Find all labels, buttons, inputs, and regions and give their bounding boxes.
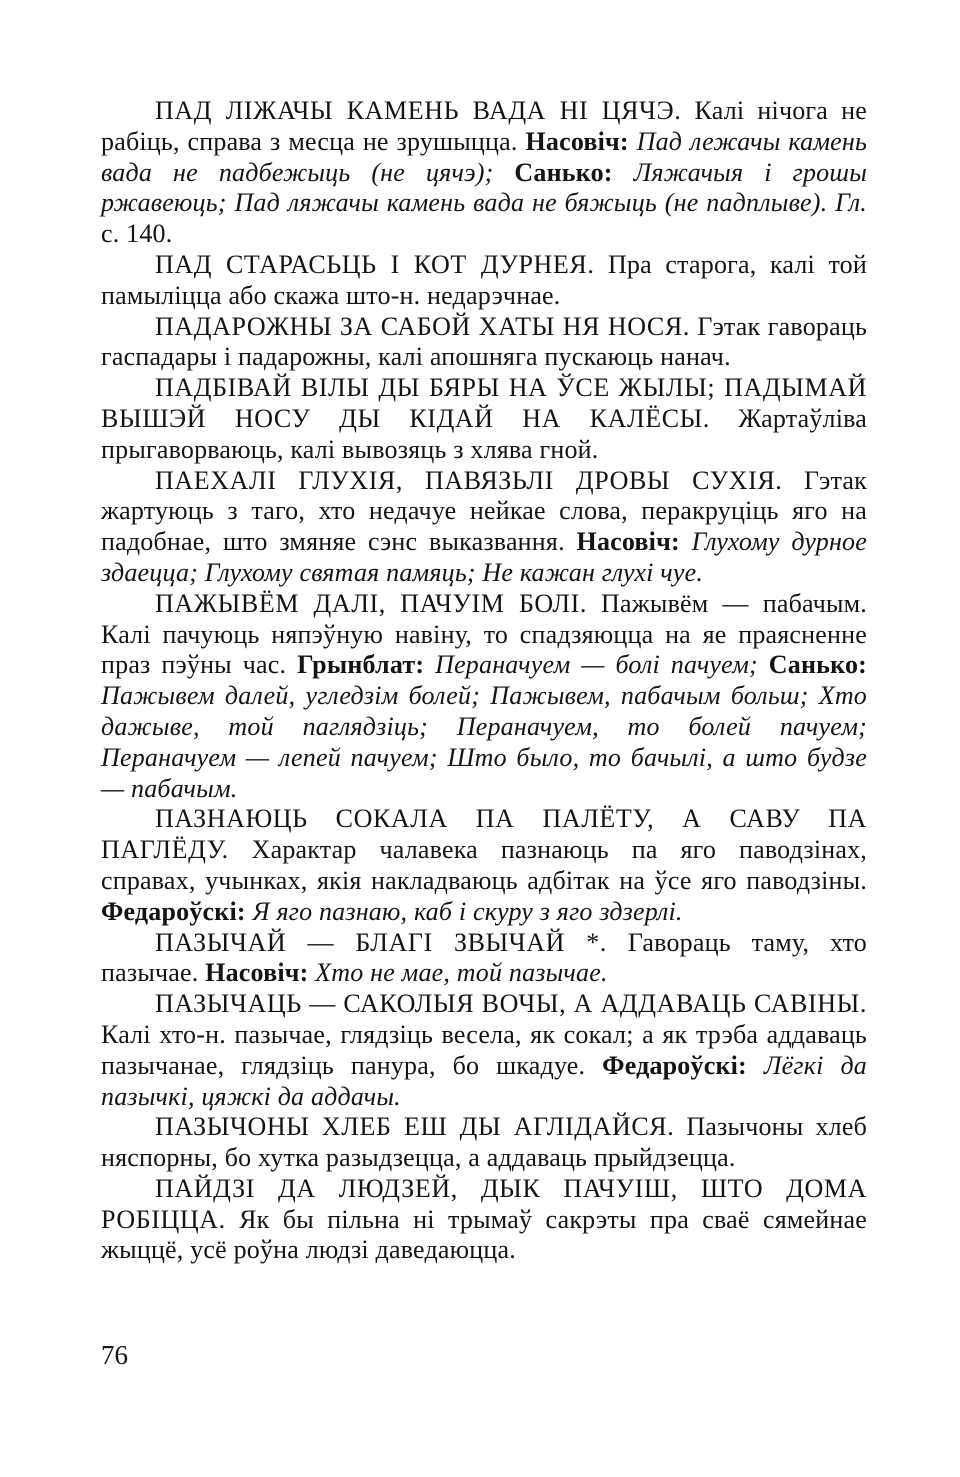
entry-text: с. 140.: [101, 219, 173, 249]
source-name: Насовіч:: [205, 958, 309, 988]
entry-text: Калі нічога не рабіць, справа з месца не зрушыцца.: [101, 96, 867, 156]
entry-text: Гэтак гавораць гаспадары і падарожны, калі апошняга пускаюць нанач.: [101, 311, 868, 372]
source-name: Федароўскі:: [101, 896, 246, 926]
entry-headword: ПАЙДЗІ ДА ЛЮДЗЕЙ, ДЫК ПАЧУІШ, ШТО ДОМА РОБІЦЦА.: [101, 1173, 867, 1234]
source-name: Грынблат:: [297, 650, 425, 680]
dictionary-entry: [101, 1112, 867, 1174]
quote-text: Ляжачыя і грошы ржавеюць; Пад ляжачы камень вада не бяжыць (не падплыве). Гл.: [101, 157, 867, 218]
entry-headword: ПАД ЛІЖАЧЫ КАМЕНЬ ВАДА НІ ЦЯЧЭ.: [155, 96, 682, 125]
entry-headword: ПАЖЫВЁМ ДАЛІ, ПАЧУІМ БОЛІ.: [155, 588, 587, 618]
entry-text: Гавораць таму, хто пазычае.: [101, 927, 867, 988]
source-name: Насовіч:: [576, 527, 680, 557]
entry-headword: ПАЗНАЮЦЬ СОКАЛА ПА ПАЛЁТУ, А САВУ ПА ПАГЛЁДУ.: [101, 804, 867, 865]
quote-text: Лёгкі да пазычкі, цяжкі да аддачы.: [101, 1050, 867, 1111]
entry-headword: ПАД СТАРАСЬЦЬ І КОТ ДУРНЕЯ.: [155, 249, 595, 279]
entry-text: Пра старога, калі той памыліцца або скажа што-н. недарэчнае.: [101, 249, 867, 310]
source-name: Санько:: [514, 157, 613, 187]
quote-text: Пераначуем — болі пачуем;: [424, 650, 769, 680]
entry-text: Калі хто-н. пазычае, глядзіць весела, як сокал; а як трэба аддаваць пазычанае, глядзіць панура, бо шкадуе.: [101, 1019, 867, 1080]
page-number: 76: [101, 1340, 128, 1370]
entry-text: Як бы пільна ні трымаў сакрэты пра сваё сямейнае жыццё, усё роўна людзі даведаюцца.: [101, 1204, 867, 1265]
dictionary-entry: [101, 1174, 867, 1266]
quote-text: Пад лежачы камень вада не падбежыць (не цячэ);: [101, 126, 867, 187]
dictionary-entry: [101, 466, 867, 589]
entry-headword: ПАЕХАЛІ ГЛУХІЯ, ПАВЯЗЬЛІ ДРОВЫ СУХІЯ.: [155, 465, 783, 495]
dictionary-entry: [101, 989, 867, 1112]
entry-headword: ПАЗЫЧАЙ — БЛАГІ ЗВЫЧАЙ *.: [155, 927, 607, 957]
dictionary-entry: [101, 373, 867, 465]
quote-text: Пажывем далей, угледзім болей; Пажывем, пабачым больш; Хто дажыве, той паглядзіць; Пераначуем, то болей пачуем; Пераначуем — лепей пачуем; Што было, то бачылі, а што будзе — пабачым.: [101, 681, 867, 803]
quote-text: Глухому дурное здаецца; Глухому святая памяць; Не кажан глухі чуе.: [101, 527, 867, 587]
entry-text: Характар чалавека пазнаюць па яго паводзінах, справах, учынках, якія накладваюць адбітак на ўсе яго паводзіны.: [101, 835, 867, 895]
entry-headword: ПАЗЫЧОНЫ ХЛЕБ ЕШ ДЫ АГЛІДАЙСЯ.: [155, 1112, 675, 1142]
dictionary-entry: [101, 96, 867, 250]
dictionary-entry: [101, 804, 867, 927]
dictionary-entry: [101, 312, 867, 374]
entry-text: Пазычоны хлеб няспорны, бо хутка разыдзецца, а аддаваць прыйдзецца.: [101, 1112, 868, 1173]
entry-text: Пажывём — пабачым. Калі пачуюць няпэўную навіну, то спадзяюцца на яе праясненне праз пэўны час.: [101, 588, 868, 680]
dictionary-entry: [101, 928, 867, 990]
entry-headword: ПАДАРОЖНЫ ЗА САБОЙ ХАТЫ НЯ НОСЯ.: [155, 311, 690, 341]
entry-headword: ПАЗЫЧАЦЬ — САКОЛЫЯ ВОЧЫ, А АДДАВАЦЬ САВІНЫ.: [155, 989, 867, 1019]
source-name: Федароўскі:: [602, 1050, 747, 1080]
quote-text: Я яго пазнаю, каб і скуру з яго здзерлі.: [245, 896, 683, 926]
dictionary-entry: [101, 250, 867, 312]
entry-text: Жартаўліва прыгаворваюць, калі вывозяць з хлява гной.: [101, 403, 867, 464]
dictionary-entry: [101, 589, 867, 805]
text-block: [101, 96, 867, 1266]
quote-text: Хто не мае, той пазычае.: [308, 958, 608, 988]
source-name: Санько:: [768, 650, 867, 680]
entry-text: Гэтак жартуюць з таго, хто недачуе нейкае слова, перакруціць яго на падобнае, што змяняе сэнс выказвання.: [101, 465, 867, 557]
source-name: Насовіч:: [525, 126, 629, 156]
entry-headword: ПАДБІВАЙ ВІЛЫ ДЫ БЯРЫ НА ЎСЕ ЖЫЛЫ; ПАДЫМАЙ ВЫШЭЙ НОСУ ДЫ КІДАЙ НА КАЛЁСЫ.: [101, 373, 867, 433]
